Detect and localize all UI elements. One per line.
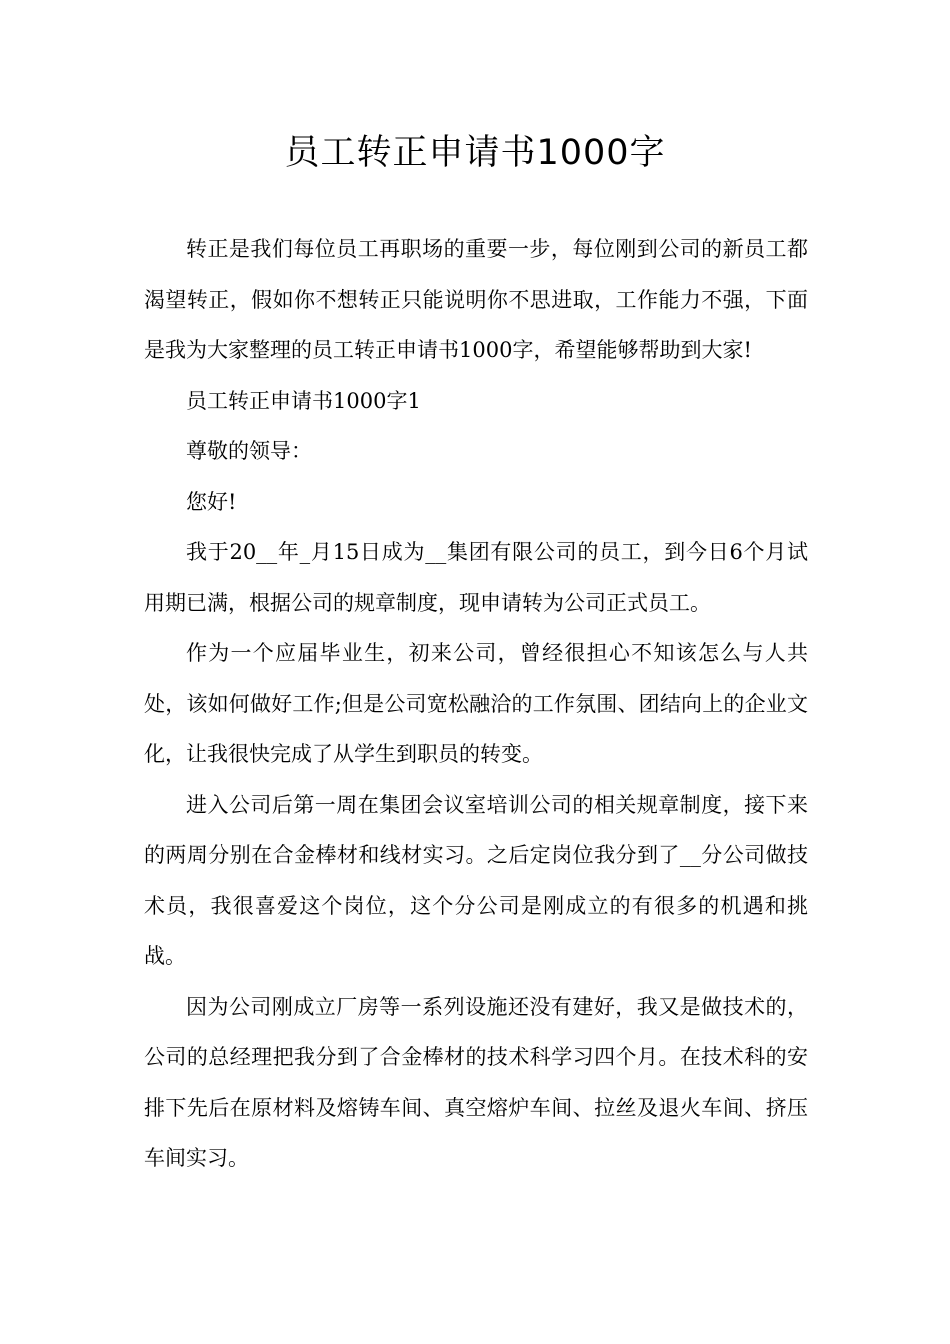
paragraph-body-2: 作为一个应届毕业生，初来公司，曾经很担心不知该怎么与人共处，该如何做好工作;但是公司宽松融洽的工作氛围、团结向上的企业文化，让我很快完成了从学生到职员的转变。 <box>144 641 808 766</box>
paragraph-body-1: 我于20__年_月15日成为__集团有限公司的员工，到今日6个月试用期已满，根据公司的规章制度，现申请转为公司正式员工。 <box>144 540 808 615</box>
paragraph-section-heading: 员工转正申请书1000字1 <box>186 388 421 413</box>
paragraph-greeting: 您好! <box>186 489 237 514</box>
document-body <box>144 224 808 1184</box>
document-title: 员工转正申请书1000字 <box>284 133 666 173</box>
paragraph-intro: 转正是我们每位员工再职场的重要一步，每位刚到公司的新员工都渴望转正，假如你不想转正只能说明你不思进取，工作能力不强，下面是我为大家整理的员工转正申请书1000字，希望能够帮助到大家! <box>144 237 808 362</box>
paragraph-body-4: 因为公司刚成立厂房等一系列设施还没有建好，我又是做技术的，公司的总经理把我分到了合金棒材的技术科学习四个月。在技术科的安排下先后在原材料及熔铸车间、真空熔炉车间、拉丝及退火车间、挤压车间实习。 <box>144 994 808 1170</box>
paragraph-body-3: 进入公司后第一周在集团会议室培训公司的相关规章制度，接下来的两周分别在合金棒材和线材实习。之后定岗位我分到了__分公司做技术员，我很喜爱这个岗位，这个分公司是刚成立的有很多的机遇和挑战。 <box>144 792 808 968</box>
paragraph-salutation: 尊敬的领导： <box>186 439 312 463</box>
